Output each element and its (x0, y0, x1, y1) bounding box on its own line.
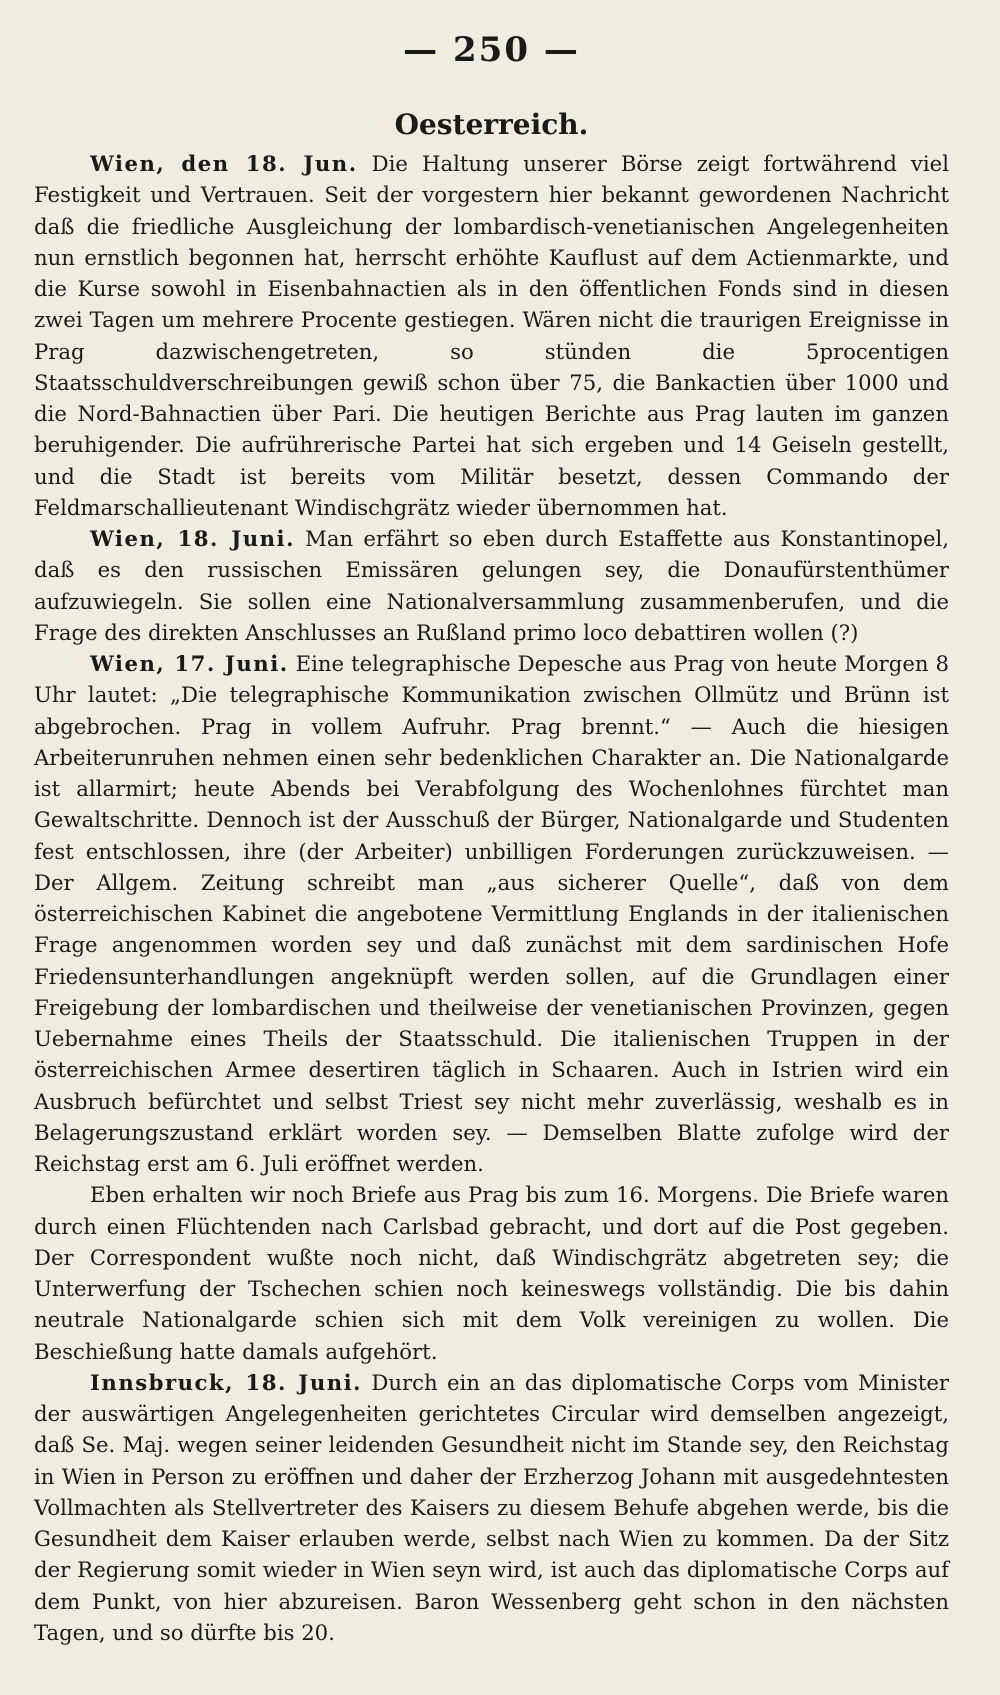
dateline: Wien, 17. Juni. (90, 651, 289, 676)
article-paragraph-3 (34, 648, 949, 1179)
dateline: Wien, 18. Juni. (90, 526, 295, 551)
article-body (34, 148, 949, 1648)
section-title: Oesterreich. (394, 108, 589, 141)
dateline: Innsbruck, 18. Juni. (90, 1369, 363, 1395)
newspaper-page (34, 30, 949, 1648)
page-number: — 250 — (403, 30, 580, 70)
article-paragraph-4 (34, 1179, 949, 1367)
article-paragraph-1 (34, 148, 949, 523)
paragraph-text: Die Haltung unserer Börse zeigt fortwährend viel Festigkeit und Vertrauen. Seit der vorgestern hier bekannt gewordenen Nachricht daß die friedliche Ausgleichung der lombardisch-venetianischen Angelegenheiten nun ernstlich begonnen hat, herrscht erhöhte Kauflust auf dem Actienmarkte, und die Kurse sowohl in Eisenbahnactien als in den öffentlichen Fonds sind in diesen zwei Tagen um mehrere Procente gestiegen. Wären nicht die traurigen Ereignisse in Prag dazwischengetreten, so stünden die 5procentigen Staatsschuldverschreibungen gewiß schon über 75, die Bankactien über 1000 und die Nord-Bahnactien über Pari. Die heutigen Berichte aus Prag lauten im ganzen beruhigender. Die aufrührerische Partei hat sich ergeben und 14 Geiseln gestellt, und die Stadt ist bereits vom Militär besetzt, dessen Commando der Feldmarschallieutenant Windischgrätz wieder übernommen hat. (34, 151, 949, 520)
article-paragraph-2 (34, 523, 949, 648)
paragraph-text: Eben erhalten wir noch Briefe aus Prag bis zum 16. Morgens. Die Briefe waren durch einen Flüchtenden nach Carlsbad gebracht, und dort auf die Post gegeben. Der Correspondent wußte noch nicht, daß Windischgrätz abgetreten sey; die Unterwerfung der Tschechen schien noch keineswegs vollständig. Die bis dahin neutrale Nationalgarde schien sich mit dem Volk vereinigen zu wollen. Die Beschießung hatte damals aufgehört. (34, 1182, 949, 1364)
dateline: Wien, den 18. Jun. (90, 151, 358, 176)
paragraph-text: Eine telegraphische Depesche aus Prag von heute Morgen 8 Uhr lautet: „Die telegraphische Kommunikation zwischen Ollmütz und Brünn ist abgebrochen. Prag in vollem Aufruhr. Prag brennt.“ — Auch die hiesigen Arbeiterunruhen nehmen einen sehr bedenklichen Charakter an. Die Nationalgarde ist allarmirt; heute Abends bei Verabfolgung des Wochenlohnes fürchtet man Gewaltschritte. Dennoch ist der Ausschuß der Bürger, Nationalgarde und Studenten fest entschlossen, ihre (der Arbeiter) unbilligen Forderungen zurückzuweisen. — Der Allgem. Zeitung schreibt man „aus sicherer Quelle“, daß von dem österreichischen Kabinet die angebotene Vermittlung Englands in der italienischen Frage angenommen worden sey und daß zunächst mit dem sardinischen Hofe Friedensunterhandlungen angeknüpft werden sollen, auf die Grundlagen einer Freigebung der lombardischen und theilweise der venetianischen Provinzen, gegen Uebernahme eines Theils der Staatsschuld. Die italienischen Truppen in der österreichischen Armee desertiren täglich in Schaaren. Auch in Istrien wird ein Ausbruch befürchtet und selbst Triest sey nicht mehr zuverlässig, weshalb es in Belagerungszustand erklärt worden sey. — Demselben Blatte zufolge wird der Reichstag erst am 6. Juli eröffnet werden. (34, 651, 949, 1176)
paragraph-text: Durch ein an das diplomatische Corps vom Minister der auswärtigen Angelegenheiten gerichtetes Circular wird demselben angezeigt, daß Se. Maj. wegen seiner leidenden Gesundheit nicht im Stande sey, den Reichstag in Wien in Person zu eröffnen und daher der Erzherzog Johann mit ausgedehntesten Vollmachten als Stellvertreter des Kaisers zu diesem Behufe abgehen werde, bis die Gesundheit dem Kaiser erlauben werde, selbst nach Wien zu kommen. Da der Sitz der Regierung somit wieder in Wien seyn wird, ist auch das diplomatische Corps auf dem Punkt, von hier abzureisen. Baron Wessenberg geht schon in den nächsten Tagen, und so dürfte bis 20. (34, 1369, 949, 1645)
paragraph-text: Man erfährt so eben durch Estaffette aus Konstantinopel, daß es den russischen Emissären gelungen sey, die Donaufürstenthümer aufzuwiegeln. Sie sollen eine Nationalversammlung zusammenberufen, und die Frage des direkten Anschlusses an Rußland primo loco debattiren wollen (?) (34, 526, 949, 645)
article-paragraph-5 (34, 1367, 949, 1648)
